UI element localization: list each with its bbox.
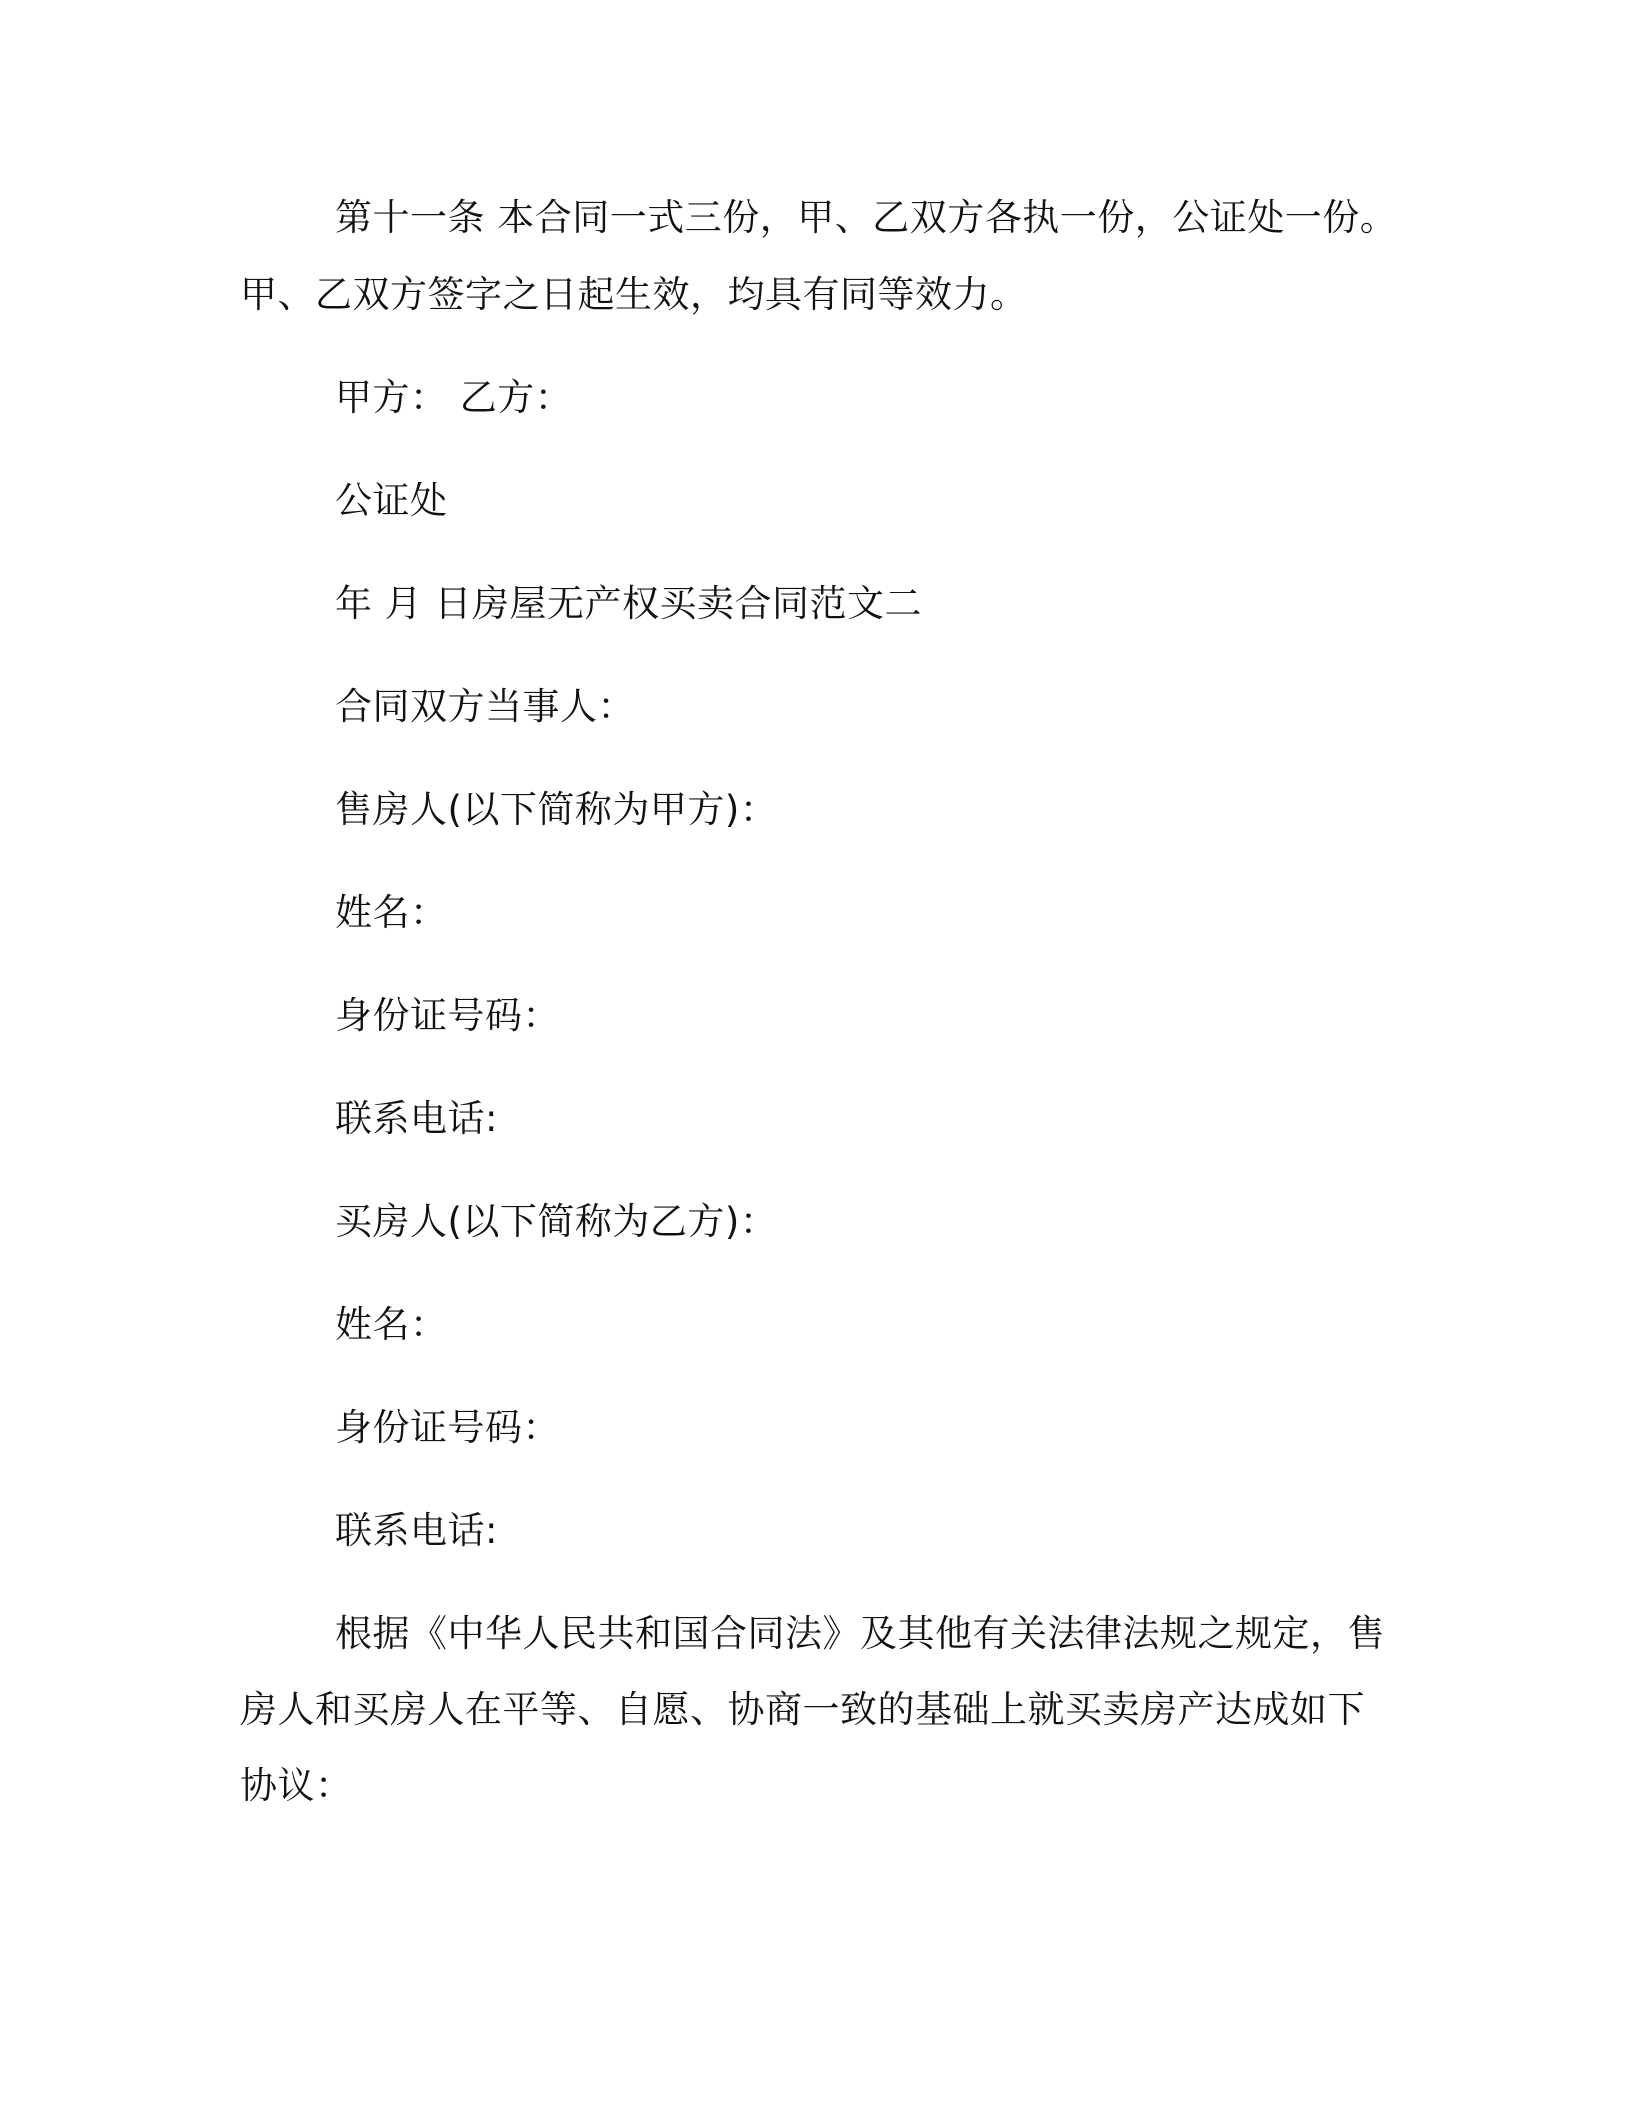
preamble-line-2: 房人和买房人在平等、自愿、协商一致的基础上就买卖房产达成如下 xyxy=(240,1688,1365,1731)
seller-phone-label: 联系电话: xyxy=(335,1097,498,1140)
date-and-title: 年 月 日房屋无产权买卖合同范文二 xyxy=(335,582,923,625)
seller-heading: 售房人(以下简称为甲方)： xyxy=(335,788,778,831)
parties-signature-line: 甲方： 乙方： xyxy=(335,376,573,419)
buyer-phone-label: 联系电话: xyxy=(335,1509,498,1552)
preamble-line-1: 根据《中华人民共和国合同法》及其他有关法律法规之规定，售 xyxy=(335,1612,1385,1655)
buyer-id-label: 身份证号码： xyxy=(335,1406,560,1449)
buyer-heading: 买房人(以下简称为乙方)： xyxy=(335,1200,778,1243)
buyer-name-label: 姓名： xyxy=(335,1303,448,1346)
clause-11-line-2: 甲、乙双方签字之日起生效，均具有同等效力。 xyxy=(240,273,1028,316)
clause-11-line-1: 第十一条 本合同一式三份，甲、乙双方各执一份，公证处一份。 xyxy=(335,196,1398,239)
notary-label: 公证处 xyxy=(335,479,448,522)
parties-heading: 合同双方当事人： xyxy=(335,685,635,728)
preamble-line-3: 协议： xyxy=(240,1764,353,1807)
seller-name-label: 姓名： xyxy=(335,891,448,934)
seller-id-label: 身份证号码： xyxy=(335,994,560,1037)
